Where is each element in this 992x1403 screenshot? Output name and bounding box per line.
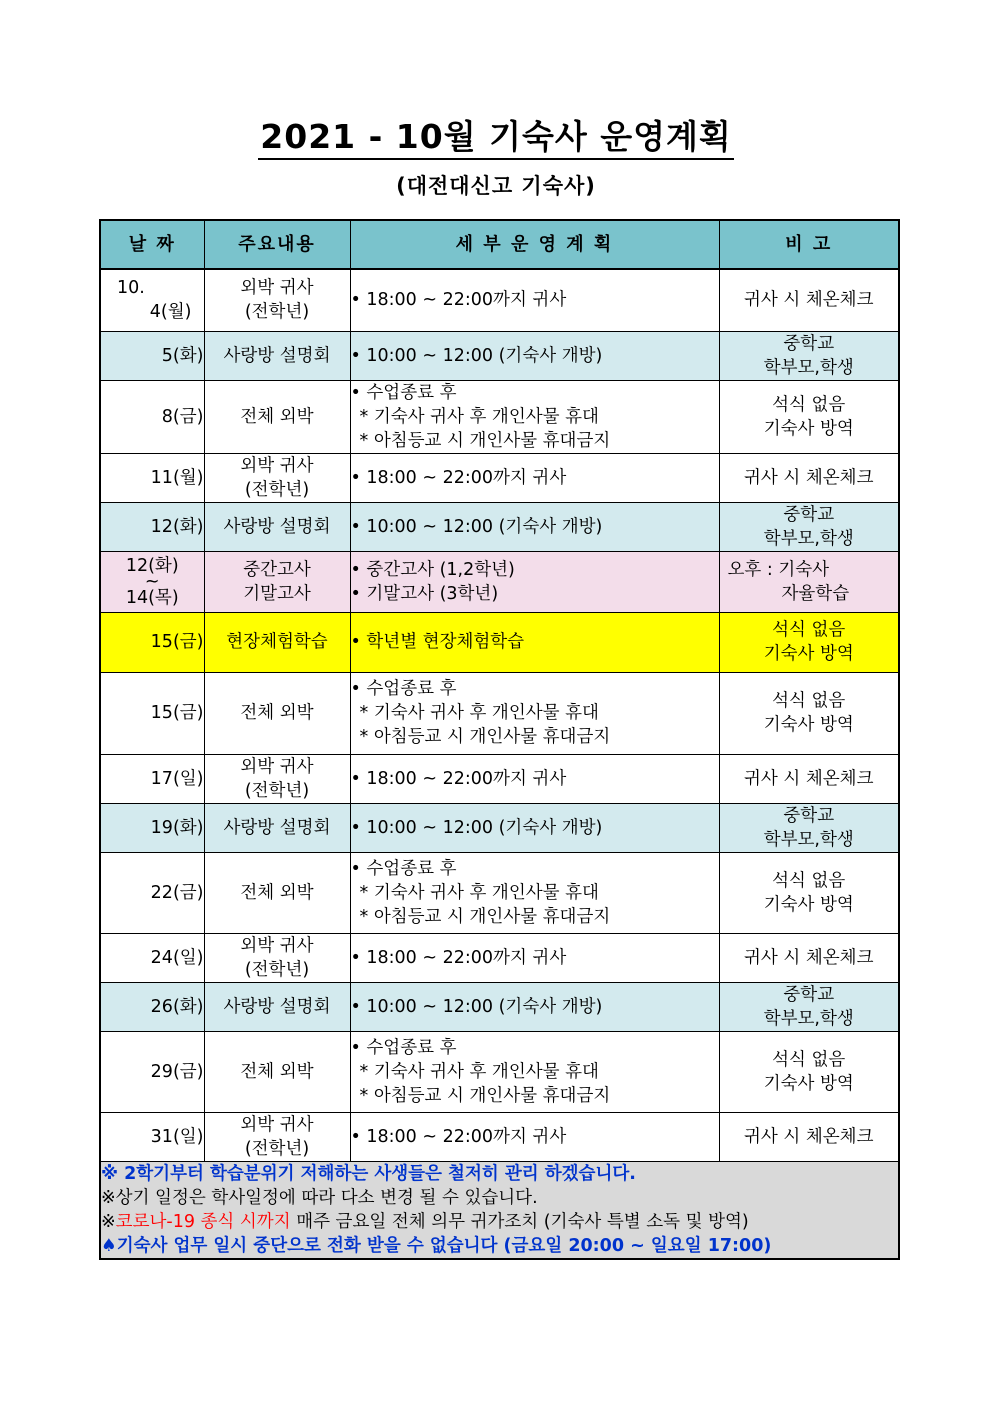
row-note xyxy=(719,612,899,672)
row-detail xyxy=(350,502,719,551)
row-note xyxy=(719,269,899,331)
row-detail xyxy=(350,1112,719,1161)
table-row xyxy=(100,502,899,551)
note-line: 석식 없음 xyxy=(772,691,846,711)
row-note xyxy=(719,1112,899,1161)
row-category: 현장체험학습 xyxy=(204,612,350,672)
table-row xyxy=(100,803,899,852)
notice-line-3 xyxy=(101,1210,898,1234)
table-row xyxy=(100,672,899,754)
row-date: 15(금) xyxy=(100,672,204,754)
date-line: 14(목) xyxy=(125,587,179,608)
note-line: 학부모,학생 xyxy=(763,528,854,549)
note-line: 학부모,학생 xyxy=(763,357,854,378)
table-row xyxy=(100,453,899,502)
notice-line-1: ※ 2학기부터 학습분위기 저해하는 사생들은 철저히 관리 하겠습니다. xyxy=(101,1163,636,1184)
row-detail xyxy=(350,612,719,672)
notice-mark: ※ xyxy=(101,1211,116,1232)
row-detail xyxy=(350,803,719,852)
detail-line: * 기숙사 귀사 후 개인사물 휴대 xyxy=(359,882,599,903)
detail-line: • 18:00 ~ 22:00까지 귀사 xyxy=(350,1126,567,1147)
row-detail xyxy=(350,380,719,453)
date-line: 10. xyxy=(117,278,145,299)
row-category: 전체 외박 xyxy=(204,852,350,933)
row-detail xyxy=(350,754,719,803)
note-line: 학부모,학생 xyxy=(763,829,854,850)
row-category xyxy=(204,754,350,803)
row-note xyxy=(719,331,899,380)
row-date: 22(금) xyxy=(100,852,204,933)
row-detail xyxy=(350,982,719,1031)
row-date: 26(화) xyxy=(100,982,204,1031)
note-line: 귀사 시 체온체크 xyxy=(744,768,874,789)
row-detail xyxy=(350,269,719,331)
detail-line: * 아침등교 시 개인사물 휴대금지 xyxy=(359,906,611,927)
table-row xyxy=(100,331,899,380)
row-date: 12(화) xyxy=(100,502,204,551)
header-detail: 세 부 운 영 계 획 xyxy=(350,220,719,269)
row-detail xyxy=(350,852,719,933)
row-note xyxy=(719,803,899,852)
row-note xyxy=(719,672,899,754)
row-date: 8(금) xyxy=(100,380,204,453)
table-row xyxy=(100,1031,899,1112)
note-line: 귀사 시 체온체크 xyxy=(744,947,874,968)
note-line: 귀사 시 체온체크 xyxy=(744,1126,874,1147)
row-date: 29(금) xyxy=(100,1031,204,1112)
detail-line: • 수업종료 후 xyxy=(350,1037,457,1058)
notice-box xyxy=(100,1161,899,1259)
category-line: 기말고사 xyxy=(243,583,311,604)
note-line: 자율학습 xyxy=(781,583,850,604)
category-line: 외박 귀사 xyxy=(240,1114,314,1135)
row-note xyxy=(719,852,899,933)
row-note xyxy=(719,380,899,453)
detail-line: • 기말고사 (3학년) xyxy=(350,583,499,604)
row-note xyxy=(719,502,899,551)
row-date xyxy=(100,551,204,612)
category-line: (전학년) xyxy=(244,1138,310,1159)
row-note xyxy=(719,1031,899,1112)
note-line: 기숙사 방역 xyxy=(763,894,854,915)
note-line: 귀사 시 체온체크 xyxy=(744,290,874,311)
row-note xyxy=(719,551,899,612)
row-note xyxy=(719,982,899,1031)
table-row xyxy=(100,269,899,331)
detail-line: • 10:00 ~ 12:00 (기숙사 개방) xyxy=(350,996,603,1017)
row-category: 사랑방 설명회 xyxy=(204,502,350,551)
category-line: (전학년) xyxy=(244,780,310,801)
category-line: (전학년) xyxy=(244,302,310,323)
detail-line: • 18:00 ~ 22:00까지 귀사 xyxy=(350,467,567,488)
category-line: 외박 귀사 xyxy=(240,455,314,476)
page-subtitle: (대전대신고 기숙사) xyxy=(396,174,596,198)
row-detail xyxy=(350,331,719,380)
detail-line: • 수업종료 후 xyxy=(350,382,457,403)
page-title-text: 2021 - 10월 기숙사 운영계획 xyxy=(258,118,733,160)
row-category xyxy=(204,933,350,982)
row-date: 17(일) xyxy=(100,754,204,803)
category-line: 중간고사 xyxy=(243,559,311,580)
header-category: 주요내용 xyxy=(204,220,350,269)
detail-line: * 기숙사 귀사 후 개인사물 휴대 xyxy=(359,1061,599,1082)
table-row xyxy=(100,380,899,453)
row-detail xyxy=(350,453,719,502)
page-title xyxy=(0,118,992,160)
row-category xyxy=(204,269,350,331)
note-line: 중학교 xyxy=(783,333,835,354)
row-date xyxy=(100,269,204,331)
detail-line: • 10:00 ~ 12:00 (기숙사 개방) xyxy=(350,516,603,537)
detail-line: • 18:00 ~ 22:00까지 귀사 xyxy=(350,947,567,968)
row-date: 11(월) xyxy=(100,453,204,502)
table-row xyxy=(100,933,899,982)
note-line: 중학교 xyxy=(783,984,835,1005)
row-note xyxy=(719,933,899,982)
date-line: 12(화) xyxy=(125,555,179,576)
note-line: 기숙사 방역 xyxy=(763,418,854,439)
note-line: 기숙사 방역 xyxy=(763,1073,854,1094)
row-detail xyxy=(350,551,719,612)
note-line: 석식 없음 xyxy=(772,870,846,891)
row-category: 사랑방 설명회 xyxy=(204,803,350,852)
detail-line: • 10:00 ~ 12:00 (기숙사 개방) xyxy=(350,345,603,366)
detail-line: • 18:00 ~ 22:00까지 귀사 xyxy=(350,768,567,789)
detail-line: * 아침등교 시 개인사물 휴대금지 xyxy=(359,430,611,451)
row-category: 전체 외박 xyxy=(204,1031,350,1112)
table-row xyxy=(100,612,899,672)
row-category xyxy=(204,551,350,612)
note-line: 석식 없음 xyxy=(772,394,846,415)
notice-text: 매주 금요일 전체 의무 귀가조치 (기숙사 특별 소독 및 방역) xyxy=(290,1211,749,1232)
notice-red-text: 코로나-19 종식 시까지 xyxy=(115,1211,291,1232)
detail-line: • 중간고사 (1,2학년) xyxy=(350,559,515,580)
header-note: 비 고 xyxy=(719,220,899,269)
row-detail xyxy=(350,933,719,982)
footer-row xyxy=(100,1161,899,1259)
detail-line: • 수업종료 후 xyxy=(350,858,457,879)
detail-line: • 18:00 ~ 22:00까지 귀사 xyxy=(350,290,567,311)
row-date: 15(금) xyxy=(100,612,204,672)
detail-line: • 10:00 ~ 12:00 (기숙사 개방) xyxy=(350,817,603,838)
note-line: 석식 없음 xyxy=(772,1049,846,1070)
category-line: 외박 귀사 xyxy=(240,278,314,299)
note-line: 귀사 시 체온체크 xyxy=(744,467,874,488)
note-line: 기숙사 방역 xyxy=(763,644,854,664)
category-line: 외박 귀사 xyxy=(240,935,314,956)
category-line: (전학년) xyxy=(244,479,310,500)
row-category: 사랑방 설명회 xyxy=(204,982,350,1031)
row-date: 31(일) xyxy=(100,1112,204,1161)
table-row xyxy=(100,852,899,933)
table-header-row xyxy=(100,220,899,269)
date-line: ~ xyxy=(144,571,160,592)
detail-line: • 학년별 현장체험학습 xyxy=(350,632,525,652)
category-line: (전학년) xyxy=(244,959,310,980)
table-row xyxy=(100,754,899,803)
category-line: 외박 귀사 xyxy=(240,756,314,777)
table-row xyxy=(100,551,899,612)
notice-line-4: ♠기숙사 업무 일시 중단으로 전화 받을 수 없습니다 (금요일 20:00 ~ 일요일 17:00) xyxy=(101,1235,772,1256)
notice-line-2: ※상기 일정은 학사일정에 따라 다소 변경 될 수 있습니다. xyxy=(101,1187,538,1208)
row-category xyxy=(204,1112,350,1161)
row-note xyxy=(719,754,899,803)
note-line: 석식 없음 xyxy=(772,620,846,640)
row-category: 전체 외박 xyxy=(204,380,350,453)
date-line: 4(월) xyxy=(149,302,192,323)
row-date: 5(화) xyxy=(100,331,204,380)
row-category: 사랑방 설명회 xyxy=(204,331,350,380)
table-row xyxy=(100,1112,899,1161)
row-detail xyxy=(350,672,719,754)
row-date: 19(화) xyxy=(100,803,204,852)
row-category xyxy=(204,453,350,502)
schedule-table xyxy=(99,219,900,1260)
note-line: 중학교 xyxy=(783,504,835,525)
row-detail xyxy=(350,1031,719,1112)
row-date: 24(일) xyxy=(100,933,204,982)
row-category: 전체 외박 xyxy=(204,672,350,754)
note-line: 오후 : 기숙사 xyxy=(727,559,830,580)
detail-line: * 기숙사 귀사 후 개인사물 휴대 xyxy=(359,703,599,723)
detail-line: * 아침등교 시 개인사물 휴대금지 xyxy=(359,727,611,747)
note-line: 중학교 xyxy=(783,805,835,826)
header-date: 날 짜 xyxy=(100,220,204,269)
note-line: 기숙사 방역 xyxy=(763,715,854,735)
detail-line: • 수업종료 후 xyxy=(350,679,457,699)
table-row xyxy=(100,982,899,1031)
note-line: 학부모,학생 xyxy=(763,1008,854,1029)
detail-line: * 기숙사 귀사 후 개인사물 휴대 xyxy=(359,406,599,427)
row-note xyxy=(719,453,899,502)
detail-line: * 아침등교 시 개인사물 휴대금지 xyxy=(359,1085,611,1106)
